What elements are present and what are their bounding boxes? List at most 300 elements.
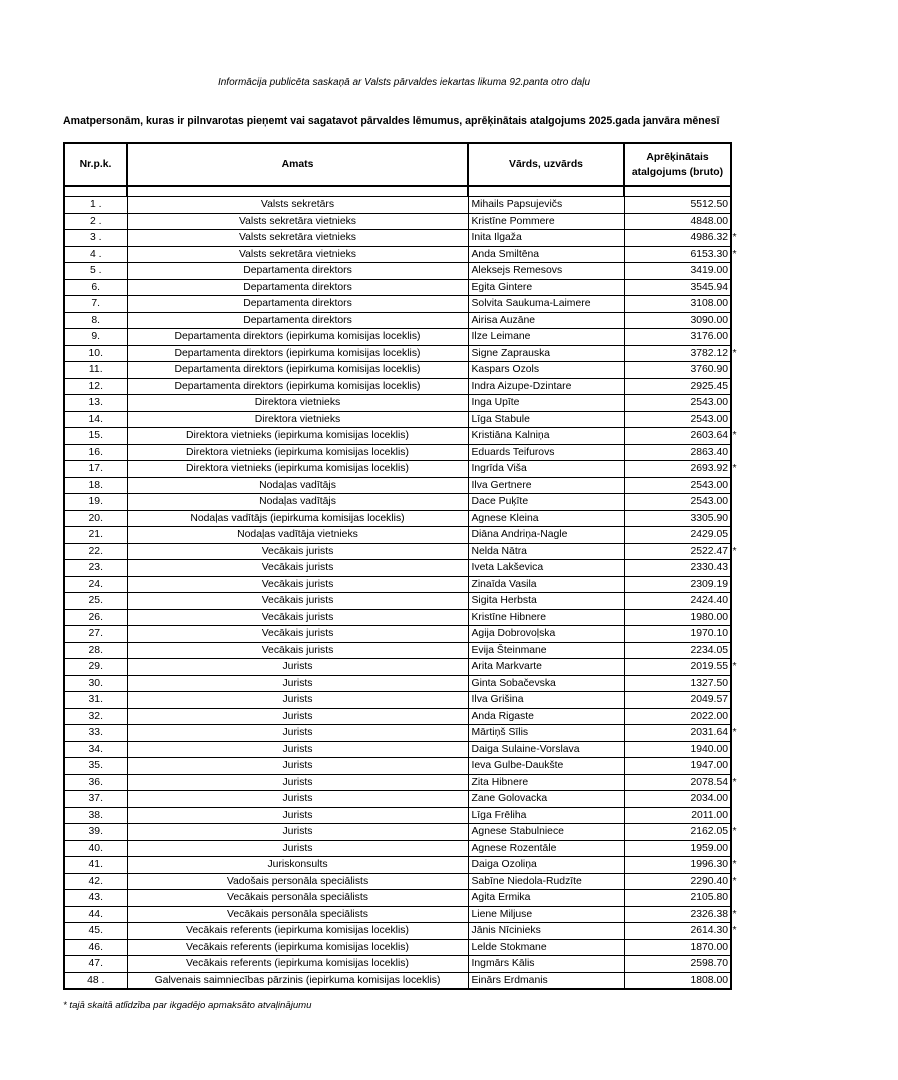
row-salary-text: 2162.05 [690,826,728,838]
table-row [64,543,731,560]
row-number-text: 22. [88,545,103,557]
table-row [64,972,731,989]
row-position [127,279,468,296]
row-number [64,296,127,313]
row-name [468,461,624,478]
row-number [64,395,127,412]
row-number-text: 1 . [89,199,102,211]
row-name [468,626,624,643]
row-number [64,279,127,296]
row-salary [624,675,731,692]
row-position-text: Departamenta direktors [243,298,352,310]
row-position [127,527,468,544]
row-name [468,411,624,428]
row-name-text: Sabīne Niedola-Rudzīte [471,875,582,887]
row-number [64,444,127,461]
row-name-text: Signe Zaprauska [471,347,551,359]
row-position [127,461,468,478]
row-salary-text: 3176.00 [690,331,728,343]
row-name-text: Arita Markvarte [471,661,542,673]
row-position [127,758,468,775]
row-position [127,873,468,890]
row-name [468,444,624,461]
row-salary-text: 3108.00 [690,298,728,310]
row-position-text: Vadošais personāla speciālists [226,875,369,887]
row-position-text: Jurists [282,727,313,739]
row-salary-text: 1959.00 [690,842,728,854]
table-row [64,477,731,494]
row-salary [624,213,731,230]
row-salary [624,972,731,989]
row-number [64,741,127,758]
row-salary-text: 3545.94 [690,281,728,293]
table-row [64,609,731,626]
table-row [64,840,731,857]
row-salary [624,329,731,346]
row-name-text: Kristīne Pommere [471,215,555,227]
row-number-text: 29. [88,661,103,673]
row-position [127,213,468,230]
row-position-text: Direktora vietnieks (iepirkuma komisijas loceklis) [186,446,409,458]
row-number [64,791,127,808]
row-number [64,593,127,610]
row-number-text: 4 . [89,248,102,260]
table-row [64,675,731,692]
row-salary-text: 2019.55 [690,661,728,673]
table-row [64,362,731,379]
row-salary [624,345,737,362]
row-number [64,642,127,659]
row-number [64,263,127,280]
row-number [64,527,127,544]
row-salary-text: 2031.64 [690,727,728,739]
row-position-text: Direktora vietnieks [254,397,341,409]
row-number [64,246,127,263]
row-salary [624,296,731,313]
row-number [64,477,127,494]
row-salary-text: 1996.30 [690,859,728,871]
row-number-text: 30. [88,677,103,689]
table-row [64,296,731,313]
vacation-pay-marker: * [732,232,737,243]
row-name-text: Līga Frēliha [471,809,527,821]
row-number [64,576,127,593]
row-name [468,296,624,313]
row-salary-text: 2234.05 [690,644,728,656]
table-row [64,461,731,478]
table-row [64,642,731,659]
row-number [64,857,127,874]
row-salary-text: 2105.80 [690,892,728,904]
row-number-text: 11. [88,364,103,376]
table-row [64,692,731,709]
row-name [468,890,624,907]
row-name-text: Daiga Ozoliņa [471,859,537,871]
row-salary [624,939,731,956]
row-position [127,411,468,428]
row-salary [624,659,737,676]
row-position [127,576,468,593]
row-number [64,807,127,824]
row-number [64,906,127,923]
row-position-text: Direktora vietnieks (iepirkuma komisijas loceklis) [186,463,409,475]
row-number [64,213,127,230]
row-name-text: Inita Ilgaža [471,232,522,244]
row-position-text: Departamenta direktors [243,265,352,277]
row-number-text: 43. [88,892,103,904]
row-name-text: Ilva Grišina [471,694,524,706]
row-number [64,230,127,247]
vacation-pay-marker: * [732,248,737,260]
row-salary [624,279,731,296]
row-position-text: Departamenta direktors (iepirkuma komisijas loceklis) [174,331,421,343]
row-position [127,609,468,626]
row-name-text: Zita Hibnere [471,776,529,788]
row-salary [624,840,731,857]
row-position [127,428,468,445]
footnote: * tajā skaitā atlīdzība par ikgadējo apmaksāto atvaļinājumu [63,1000,312,1011]
table-header-row [64,143,731,186]
header-amats: Amats [127,143,468,186]
row-salary-text: 2424.40 [690,595,728,607]
row-name [468,758,624,775]
row-name [468,197,624,214]
row-salary-text: 2326.38 [690,908,728,920]
table-row [64,230,731,247]
row-salary [624,197,731,214]
row-name-text: Agija Dobrovoļska [471,628,556,640]
row-number [64,708,127,725]
row-salary [624,626,731,643]
row-number-text: 21. [88,529,103,541]
row-number [64,609,127,626]
table-row [64,659,731,676]
row-number-text: 23. [88,562,103,574]
row-position [127,296,468,313]
table-row [64,774,731,791]
row-number-text: 40. [88,842,103,854]
row-name-text: Solvita Saukuma-Laimere [471,298,591,310]
row-number-text: 5 . [89,265,102,277]
row-name [468,312,624,329]
row-position-text: Jurists [282,809,313,821]
row-name [468,939,624,956]
vacation-pay-marker: * [732,661,737,672]
row-name-text: Egita Gintere [471,281,533,293]
row-number-text: 46. [88,941,103,953]
row-position-text: Direktora vietnieks (iepirkuma komisijas loceklis) [186,430,409,442]
row-number-text: 8. [91,314,101,326]
table-row [64,791,731,808]
row-name-text: Airisa Auzāne [471,314,536,326]
row-number [64,345,127,362]
row-number-text: 2 . [89,215,102,227]
row-number-text: 27. [88,628,103,640]
row-position [127,890,468,907]
row-number [64,758,127,775]
row-number [64,461,127,478]
row-salary [624,642,731,659]
row-salary-text: 2330.43 [690,562,728,574]
row-position [127,543,468,560]
row-name [468,279,624,296]
row-salary [624,956,731,973]
row-position-text: Direktora vietnieks [254,413,341,425]
row-salary [624,692,731,709]
row-position [127,972,468,989]
row-name [468,213,624,230]
row-salary [624,312,731,329]
row-position [127,560,468,577]
header-spacer [64,186,731,197]
row-number-text: 47. [88,958,103,970]
vacation-pay-marker: * [732,545,737,557]
row-name-text: Zane Golovacka [471,793,548,805]
row-number [64,939,127,956]
row-name-text: Kaspars Ozols [471,364,540,376]
row-number [64,890,127,907]
row-position [127,923,468,940]
header-salary-line1: Aprēķinātais [646,151,709,163]
row-salary-text: 2543.00 [690,397,728,409]
row-number [64,312,127,329]
row-salary-text: 6153.30 [690,248,728,260]
row-name-text: Anda Smiltēna [471,248,540,260]
row-number-text: 36. [88,776,103,788]
row-name [468,329,624,346]
row-position-text: Vecākais referents (iepirkuma komisijas loceklis) [186,925,409,937]
row-number-text: 41. [88,859,103,871]
row-number-text: 28. [88,644,103,656]
row-salary [624,758,731,775]
row-name-text: Ilze Leimane [471,331,531,343]
row-name [468,345,624,362]
row-number [64,692,127,709]
table-row [64,923,731,940]
row-number-text: 25. [88,595,103,607]
row-salary-text: 3090.00 [690,314,728,326]
row-name-text: Līga Stabule [471,413,530,425]
row-name [468,692,624,709]
row-name-text: Dace Puķīte [471,496,529,508]
row-position [127,692,468,709]
row-number-text: 48 . [87,974,105,986]
table-row [64,576,731,593]
row-position [127,725,468,742]
row-number [64,725,127,742]
row-salary [624,906,737,923]
row-name-text: Mihails Papsujevičs [471,199,563,211]
row-number-text: 34. [88,743,103,755]
row-name-text: Nelda Nātra [471,545,527,557]
row-position-text: Nodaļas vadītājs [259,479,336,491]
vacation-pay-marker: * [732,463,737,474]
row-position [127,807,468,824]
row-number [64,197,127,214]
row-salary-text: 2614.30 [690,925,728,937]
row-salary-text: 1327.50 [690,677,728,689]
row-name-text: Liene Miljuse [471,908,533,920]
row-salary-text: 2078.54 [690,776,728,788]
row-position-text: Vecākais jurists [261,644,334,656]
row-name-text: Agnese Rozentāle [471,842,557,854]
row-position [127,741,468,758]
row-salary-text: 2022.00 [690,710,728,722]
header-salary-line2: atalgojums (bruto) [631,166,724,178]
row-number-text: 12. [88,380,103,392]
table-row [64,708,731,725]
row-salary-text: 2011.00 [691,809,728,821]
row-number [64,510,127,527]
row-position [127,362,468,379]
table-row [64,279,731,296]
row-salary-text: 3419.00 [690,265,728,277]
table-row [64,741,731,758]
row-position-text: Vecākais jurists [261,611,334,623]
table-row [64,560,731,577]
row-name [468,824,624,841]
header-vards: Vārds, uzvārds [468,143,624,186]
row-name [468,840,624,857]
row-name-text: Einārs Erdmanis [471,974,548,986]
table-row [64,263,731,280]
row-position-text: Nodaļas vadītāja vietnieks [237,529,358,541]
row-salary [624,791,731,808]
table-row [64,246,731,263]
row-position [127,659,468,676]
row-name [468,378,624,395]
row-salary-text: 2693.92 [690,463,728,475]
row-position-text: Jurists [282,661,313,673]
row-name-text: Ilva Gertnere [471,479,532,491]
row-name [468,560,624,577]
table-row [64,939,731,956]
row-name [468,857,624,874]
row-salary-text: 1980.00 [690,611,728,623]
row-salary-text: 2925.45 [690,380,728,392]
row-number-text: 26. [88,611,103,623]
row-name [468,972,624,989]
row-name [468,494,624,511]
row-salary-text: 3305.90 [690,512,728,524]
row-position [127,939,468,956]
row-position-text: Jurists [282,776,313,788]
row-name-text: Eduards Teifurovs [471,446,555,458]
row-name [468,395,624,412]
row-position [127,906,468,923]
row-name-text: Mārtiņš Sīlis [471,727,529,739]
table-row [64,807,731,824]
row-position-text: Jurists [282,760,313,772]
table-row [64,378,731,395]
row-name-text: Evija Šteinmane [471,644,547,656]
row-number-text: 19. [88,496,103,508]
row-position-text: Jurists [282,793,313,805]
row-position [127,329,468,346]
row-name [468,791,624,808]
row-position [127,675,468,692]
row-position-text: Jurists [282,694,313,706]
row-salary-text: 1940.00 [690,743,728,755]
row-position [127,956,468,973]
row-number [64,626,127,643]
row-number [64,428,127,445]
row-position [127,477,468,494]
row-number [64,543,127,560]
vacation-pay-marker: * [732,776,737,788]
row-name-text: Ingrīda Viša [471,463,527,475]
row-name-text: Inga Upīte [471,397,520,409]
publication-note: Informācija publicēta saskaņā ar Valsts pārvaldes iekartas likuma 92.panta otro daļu [217,77,591,88]
row-number [64,659,127,676]
table-row [64,395,731,412]
row-salary [624,494,731,511]
row-number [64,494,127,511]
row-name [468,263,624,280]
table-row [64,527,731,544]
row-number-text: 6. [91,281,101,293]
row-position-text: Departamenta direktors [243,314,352,326]
row-position [127,626,468,643]
row-position-text: Jurists [282,677,313,689]
row-number [64,675,127,692]
row-name [468,774,624,791]
row-name [468,642,624,659]
row-salary [624,428,737,445]
row-number-text: 35. [88,760,103,772]
row-position [127,263,468,280]
table-row [64,411,731,428]
row-number-text: 38. [88,809,103,821]
row-position-text: Vecākais personāla speciālists [227,892,368,904]
vacation-pay-marker: * [732,347,737,359]
vacation-pay-marker: * [732,430,737,441]
row-name [468,873,624,890]
row-salary [624,560,731,577]
row-number [64,411,127,428]
row-salary [624,263,731,280]
row-number-text: 37. [88,793,103,805]
row-position-text: Vecākais jurists [261,578,334,590]
row-name-text: Daiga Sulaine-Vorslava [471,743,580,755]
row-number-text: 44. [88,908,103,920]
row-position [127,824,468,841]
row-name-text: Jānis Nīcinieks [471,925,541,937]
row-position-text: Vecākais personāla speciālists [227,908,368,920]
row-salary [624,411,731,428]
row-position-text: Vecākais referents (iepirkuma komisijas loceklis) [186,941,409,953]
row-number-text: 7. [91,298,101,310]
row-salary-text: 2543.00 [690,413,728,425]
table-row [64,824,731,841]
row-salary-text: 3760.90 [690,364,728,376]
row-salary [624,923,737,940]
row-salary [624,527,731,544]
row-number-text: 20. [88,512,103,524]
row-salary [624,725,737,742]
row-salary [624,741,731,758]
row-position [127,791,468,808]
row-position [127,840,468,857]
header-salary [624,143,731,186]
row-position-text: Valsts sekretāra vietnieks [238,232,357,244]
row-salary-text: 2429.05 [690,529,728,541]
row-number [64,329,127,346]
row-salary [624,593,731,610]
row-number [64,560,127,577]
row-salary [624,857,737,874]
row-number-text: 42. [88,875,103,887]
